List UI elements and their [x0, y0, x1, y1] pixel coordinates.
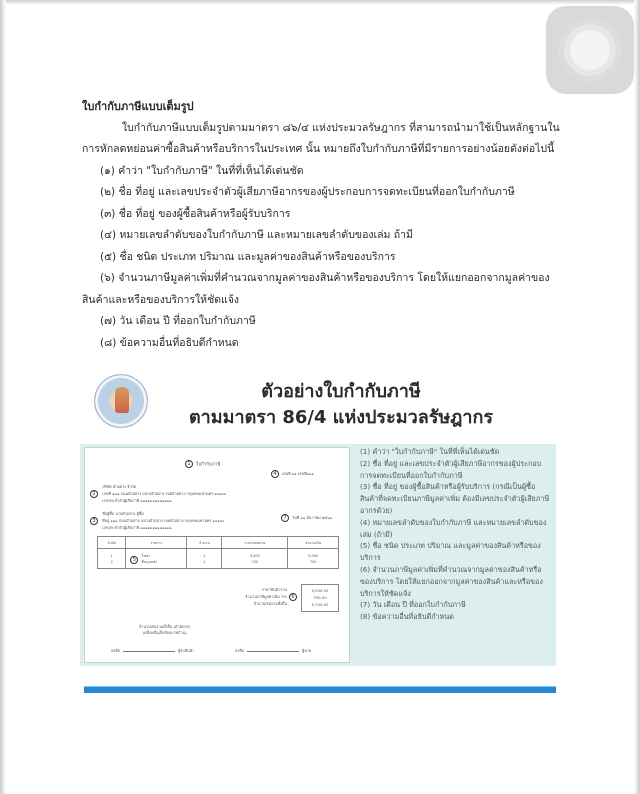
screen-edge-right [634, 0, 640, 794]
list-item: (๖) จำนวนภาษีมูลค่าเพิ่มที่คำนวณจากมูลค่าของสินค้าหรือของบริการ โดยให้แยกออกจากมูลค่าของ [100, 272, 550, 284]
assistive-touch-icon [570, 30, 610, 70]
document-body [82, 96, 562, 354]
marker-5-icon: 5 [130, 556, 138, 564]
screen-edge-top [0, 0, 640, 5]
legend-item: (7) วัน เดือน ปี ที่ออกใบกำกับภาษี [360, 600, 466, 610]
marker-1-icon: 1 [185, 460, 193, 468]
legend-item: (6) จำนวนภาษีมูลค่าเพิ่มที่คำนวณจากมูลค่าของสินค้าหรือของบริการ โดยให้แยกออกจากมูลค่าของสินค้าและหรือของบริการให้ชัดแจ้ง [360, 564, 543, 598]
list-item-continuation: สินค้าและหรือของบริการให้ชัดแจ้ง [82, 293, 240, 306]
screen-edge-left [0, 0, 6, 794]
legend-item: (2) ชื่อ ที่อยู่ และเลขประจำตัวผู้เสียภาษีอากรของผู้ประกอบการจดทะเบียนที่ออกใบกำกับภาษี [360, 458, 542, 480]
example-legend [360, 446, 552, 623]
list-item: (๓) ชื่อ ที่อยู่ ของผู้ซื้อสินค้าหรือผู้รับบริการ [100, 207, 291, 220]
sample-invoice [84, 447, 350, 663]
invoice-title: 1 ใบกำกับภาษี [185, 460, 220, 468]
invoice-table-header: ลำดับ รายการ จำนวน ราคาต่อหน่วย จำนวนเงิน [98, 537, 339, 549]
section-divider [84, 687, 556, 693]
example-panel [80, 444, 556, 666]
list-item: (๒) ชื่อ ที่อยู่ และเลขประจำตัวผู้เสียภาษีอากรของผู้ประกอบการจดทะเบียนที่ออกใบกำกับภาษี [100, 186, 515, 198]
invoice-number: 4 เล่มที่ ๑๑ เลขที่๑๑๑ [271, 470, 314, 478]
list-item: (๔) หมายเลขลำดับของใบกำกับภาษี และหมายเลขลำดับของเล่ม ถ้ามี [100, 229, 413, 241]
list-item: (๕) ชื่อ ชนิด ประเภท ปริมาณ และมูลค่าของสินค้าหรือของบริการ [100, 250, 396, 263]
assistive-touch-button[interactable] [546, 6, 634, 94]
intro-line-1: ใบกำกับภาษีแบบเต็มรูปตามมาตรา ๘๖/๔ แห่งประมวลรัษฎากร ที่สามารถนำมาใช้เป็นหลักฐานใน [122, 121, 560, 134]
legend-item: (4) หมายเลขลำดับของใบกำกับภาษี และหมายเลขลำดับของเล่ม (ถ้ามี) [360, 517, 547, 539]
example-header [86, 372, 556, 432]
invoice-amount-in-words: จำนวนเงินรวมทั้งสิ้น (ตัวอักษร) (หนึ่งหมื่นเจ็ดร้อยบาทถ้วน) [139, 624, 191, 635]
example-subtitle: ตามมาตรา 86/4 แห่งประมวลรัษฎากร [188, 407, 494, 428]
marker-3-icon: 3 [90, 517, 98, 525]
list-item: (๘) ข้อความอื่นที่อธิบดีกำหนด [100, 336, 239, 349]
list-item: (๗) วัน เดือน ปี ที่ออกใบกำกับภาษี [100, 315, 256, 327]
table-row: 1 2 5 โซฟา ที่หนุนหลัง 1 1 9,000 700 9,000 700 [98, 549, 339, 569]
legend-item: (1) คำว่า "ใบกำกับภาษี" ในที่ที่เห็นได้เด่นชัด [360, 447, 500, 456]
intro-line-2: การหักลดหย่อนค่าซื้อสินค้าหรือบริการในประเทศ นั้น หมายถึงใบกำกับภาษีที่มีรายการอย่างน้อยดังต่อไปนี้ [82, 143, 555, 155]
signature-receiver: ลงชื่อ ผู้รับสินค้า [111, 648, 195, 653]
marker-4-icon: 4 [271, 470, 279, 478]
invoice-totals: ราคาสินค้ารวม จำนวนภาษีมูลค่าเพิ่ม 7% จำนวนเงินรวมทั้งสิ้น 6 9,000.00 700.00 9,700.00 [215, 584, 339, 612]
invoice-seller: 2 บริษัท ตัวอย่าง จำกัด เลขที่ ๑๑๑ ถนนตัวอย่าง แขวงตัวอย่าง เขตตัวอย่าง กรุงเทพมหานคร ๑๐๑๐๐ เลขประจำตัวผู้เสียภาษี ๑๑๑๑๑๑๑๑๑๑๑๑๑ [90, 483, 226, 504]
marker-7-icon: 7 [281, 514, 289, 522]
invoice-table [97, 536, 339, 569]
signature-seller: ลงชื่อ ผู้ขาย [235, 648, 312, 653]
legend-item: (5) ชื่อ ชนิด ประเภท ปริมาณ และมูลค่าของสินค้าหรือของบริการ [360, 541, 541, 563]
list-item: (๑) คำว่า "ใบกำกับภาษี" ในที่ที่เห็นได้เด่นชัด [100, 164, 304, 177]
example-title: ตัวอย่างใบกำกับภาษี [261, 381, 421, 402]
marker-2-icon: 2 [90, 490, 98, 498]
legend-item: (8) ข้อความอื่นที่อธิบดีกำหนด [360, 612, 454, 622]
invoice-buyer: 3 ชื่อผู้ซื้อ นายตัวอย่าง ผู้ซื้อ ที่อยู่ ๑๑๑ ถนนตัวอย่าง แขวงตัวอย่าง เขตตัวอย่าง กรุงเทพมหานคร ๑๐๑๐๐ เลขประจำตัวผู้เสียภาษี ๑๑๑๑๑๑๑๑๑๑๑๑๑ [90, 510, 224, 531]
invoice-date: 7 วันที่ ๑๑ ธันวาคม ๒๕๖๑ [281, 514, 332, 522]
marker-6-icon: 6 [289, 593, 297, 601]
legend-item: (3) ชื่อ ที่อยู่ ของผู้ซื้อสินค้าหรือผู้รับบริการ (กรณีเป็นผู้ซื้อสินค้าที่จดทะเบียนภาษีมูลค่าเพิ่ม ต้องมีเลขประจำตัวผู้เสียภาษีอากรด้วย) [360, 482, 550, 515]
section-heading: ใบกำกับภาษีแบบเต็มรูป [82, 100, 194, 113]
